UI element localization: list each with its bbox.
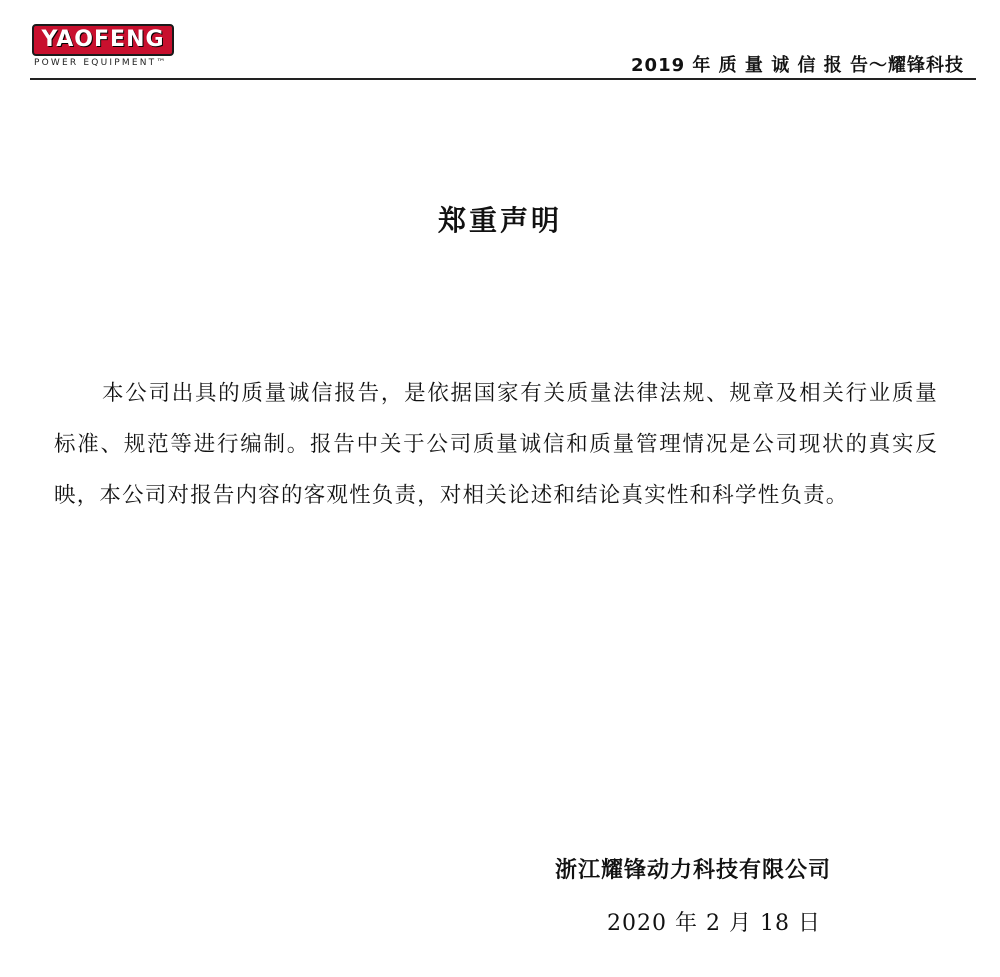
logo-badge xyxy=(32,24,174,56)
page-title: 郑重声明 xyxy=(437,204,562,237)
report-header-title: 2019 年 质 量 诚 信 报 告～耀锋科技 xyxy=(631,55,964,76)
company-logo xyxy=(32,24,178,70)
signature-date: 2020 年 2 月 18 日 xyxy=(607,911,821,936)
logo-wordmark: YAOFENG xyxy=(41,27,165,52)
header-divider xyxy=(30,78,976,80)
declaration-paragraph: 本公司出具的质量诚信报告，是依据国家有关质量法律法规、规章及相关行业质量标准、规范等进行编制。报告中关于公司质量诚信和质量管理情况是公司现状的真实反映，本公司对报告内容的客观性负责，对相关论述和结论真实性和科学性负责。 xyxy=(54,381,938,508)
signature-company: 浙江耀锋动力科技有限公司 xyxy=(555,858,832,883)
logo-subtitle: POWER EQUIPMENT™ xyxy=(34,58,168,68)
